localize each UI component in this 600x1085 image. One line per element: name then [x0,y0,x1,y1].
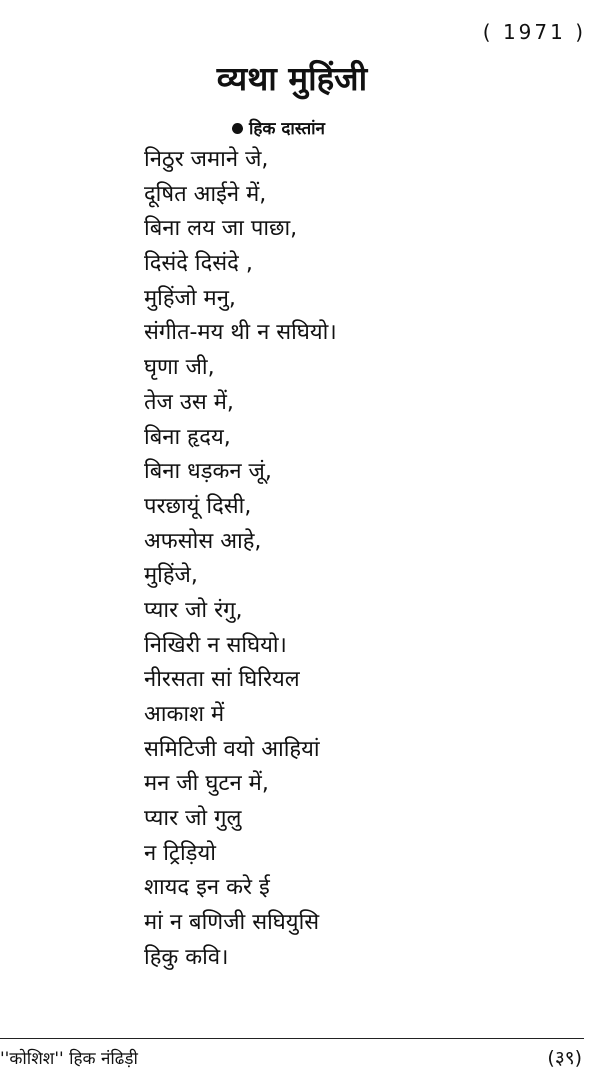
page-number: (३९) [547,1047,582,1069]
poem-line: हिकु कवि। [144,944,229,970]
poem-title [0,55,600,100]
year-label: ( 1971 ) [482,20,586,44]
poem-body [144,143,337,976]
poem-line: घृणा जी, [144,355,215,381]
poem-line: दूषित आईने में, [144,181,267,207]
poem-line: मुहिंजे, [144,563,198,589]
poem-line: तेज उस में, [144,389,234,415]
poem-line: आकाश में [144,702,225,727]
byline-text: हिक दास्तांन [249,119,325,139]
poem-line: प्यार जो रंगु, [144,597,243,623]
running-footer-title: ''कोशिश'' हिक नंढिड़ी [0,1049,138,1069]
bullet-icon [232,123,243,134]
poem-line: अफसोस आहे, [144,528,262,554]
poem-line: समिटिजी वयो आहियां [144,736,320,762]
poem-line: प्यार जो गुलु [144,806,242,832]
poem-line: दिसंदे दिसंदे , [144,251,253,277]
poem-line: मन जी घुटन में, [144,771,269,797]
poem-line: बिना हृदय, [144,424,231,450]
poem-line: बिना धड़कन जूं, [144,459,272,485]
poem-line: न ट्रिड़ियो [144,840,216,866]
poem-line: निठुर जमाने जे, [144,147,269,172]
poem-line: परछायूं दिसी, [144,493,252,519]
poem-line: नीरसता सां घिरियल [144,667,300,693]
poem-line: बिना लय जा पाछा, [144,216,298,242]
poem-line: मां न बणिजी सघियुसि [144,910,320,936]
poem-line: संगीत-मय थी न सघियो। [144,320,337,346]
poem-line: शायद इन करे ई [144,875,270,901]
poem-line: निखिरी न सघियो। [144,632,287,658]
poem-byline [232,116,325,139]
poem-title-text: व्यथा मुहिंजी [216,59,368,98]
footer-divider [0,1038,584,1039]
poem-line: मुहिंजो मनु, [144,285,236,311]
